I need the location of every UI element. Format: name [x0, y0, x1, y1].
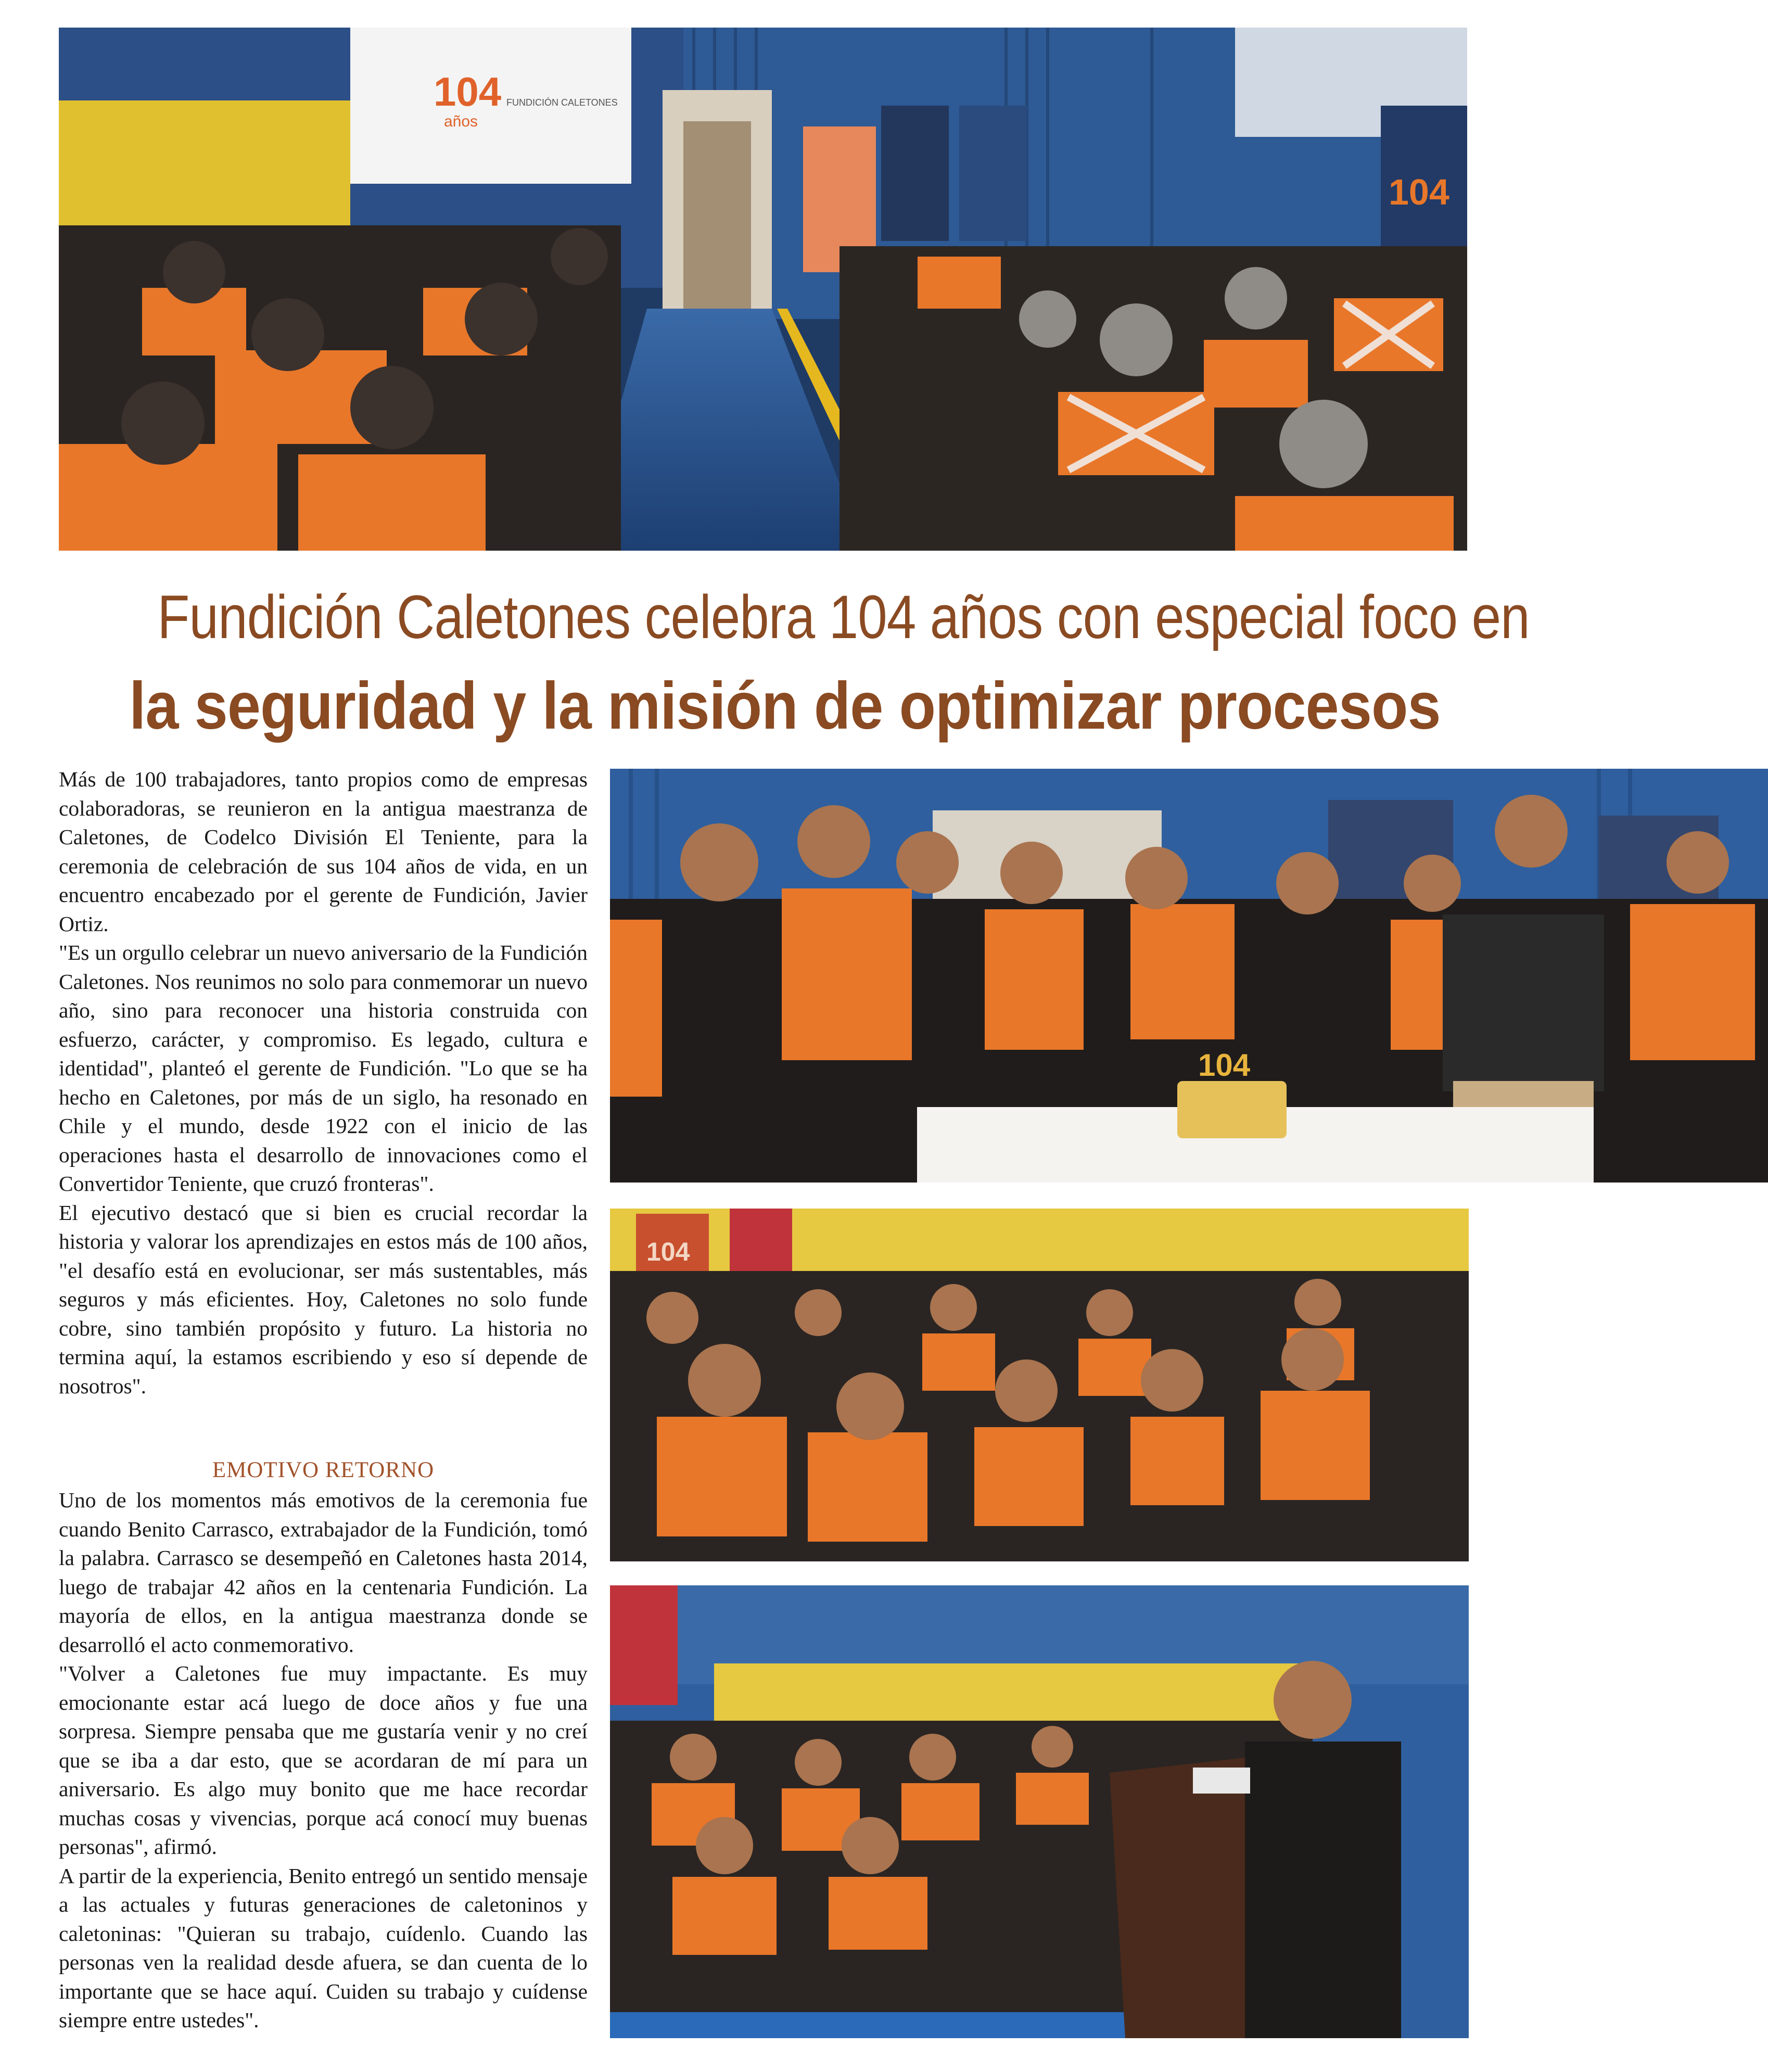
photo-audience-hall	[59, 28, 1467, 551]
photo-audience-hall-image	[59, 28, 1467, 551]
cake-number: 104	[1198, 1048, 1251, 1083]
banner-number: 104	[1389, 172, 1449, 212]
banner-number: 104	[646, 1237, 690, 1266]
article-paragraph: Uno de los momentos más emotivos de la ceremonia fue cuando Benito Carrasco, extrabajador de la Fundición, tomó la palabra. Carrasco se desempeñó en Caletones hasta 2014, luego de trabajar 42 años en la centenaria Fundición. La mayoría de ellos, en la antigua maestranza donde se desarrolló el acto conmemorativo.	[59, 1488, 588, 1657]
screen-number: 104	[434, 69, 502, 115]
article-paragraph: El ejecutivo destacó que si bien es crucial recordar la historia y valorar los aprendizajes en estos más de 100 años, "el desafío está en evolucionar, ser más sustentables, más seguros y más eficientes. Hoy, Caletones no solo funde cobre, sino también propósito y futuro. La historia no termina aquí, la estamos escribiendo y eso sí depende de nosotros".	[59, 1200, 588, 1398]
article-body-part-1	[59, 765, 588, 1401]
photo-cake-celebration-image	[610, 769, 1768, 1183]
section-subhead: EMOTIVO RETORNO	[212, 1458, 435, 1482]
screen-years: años	[444, 113, 478, 130]
photo-seated-audience-image	[610, 1209, 1469, 1561]
photo-seated-audience	[610, 1209, 1469, 1561]
screen-brand: FUNDICIÓN CALETONES	[506, 97, 618, 108]
photo-cake-celebration	[610, 769, 1768, 1183]
photo-speaker-podium-image	[610, 1585, 1469, 2038]
headline-line-2: la seguridad y la misión de optimizar procesos	[129, 669, 1441, 743]
headline-line-1: Fundición Caletones celebra 104 años con especial foco en	[157, 583, 1530, 652]
photo-speaker-podium	[610, 1585, 1469, 2038]
article-body-part-2	[59, 1486, 588, 2035]
article-paragraph: Más de 100 trabajadores, tanto propios como de empresas colaboradoras, se reunieron en la antigua maestranza de Caletones, de Codelco División El Teniente, para la ceremonia de celebración de sus 104 años de vida, en un encuentro encabezado por el gerente de Fundición, Javier Ortiz.	[59, 767, 588, 936]
article-paragraph: "Es un orgullo celebrar un nuevo aniversario de la Fundición Caletones. Nos reunimos no solo para conmemorar un nuevo año, sino para reconocer una historia construida con esfuerzo, carácter, y compromiso. Es legado, cultura e identidad", planteó el gerente de Fundición. "Lo que se ha hecho en Caletones, por más de un siglo, ha resonado en Chile y el mundo, desde 1922 con el inicio de las operaciones hasta el desarrollo de innovaciones como el Convertidor Teniente, que cruzó fronteras".	[59, 940, 588, 1196]
article-paragraph: A partir de la experiencia, Benito entregó un sentido mensaje a las actuales y futuras generaciones de caletoninos y caletoninas: "Quieran su trabajo, cuídenlo. Cuando las personas ven la realidad desde afuera, se dan cuenta de lo importante que se hace aquí. Cuiden su trabajo y cuídense siempre entre ustedes".	[59, 1863, 588, 2032]
article-paragraph: "Volver a Caletones fue muy impactante. Es muy emocionante estar acá luego de doce años y fue una sorpresa. Siempre pensaba que me gustaría venir y no creí que se iba a dar esto, que se acordaran de mí para un aniversario. Es algo muy bonito que me hace recordar muchas cosas y vivencias, porque acá conocí muy buenas personas", afirmó.	[59, 1661, 588, 1859]
